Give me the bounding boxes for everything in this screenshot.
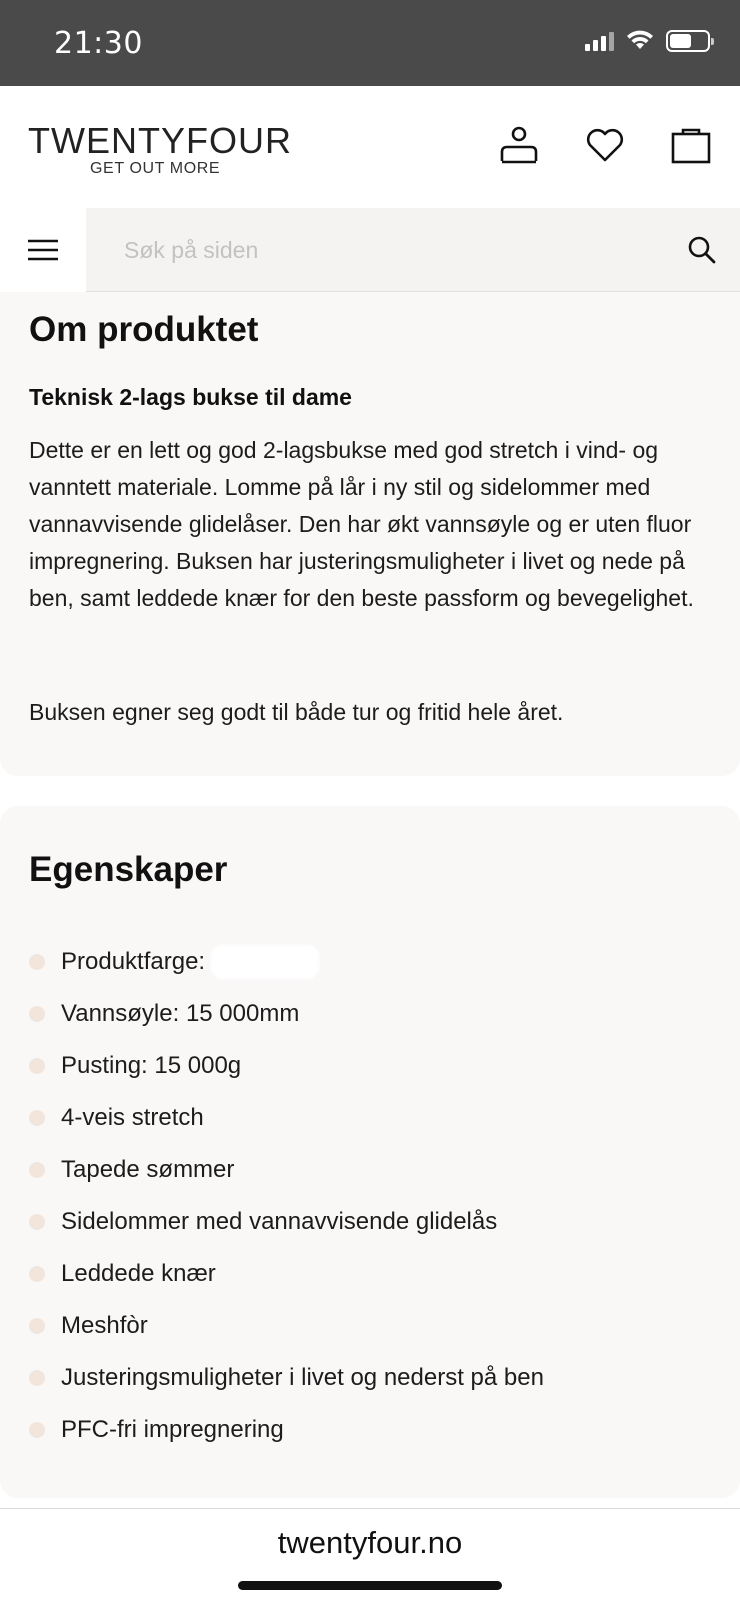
properties-title: Egenskaper: [29, 850, 228, 889]
logo[interactable]: [28, 120, 292, 178]
site-header: [0, 86, 740, 208]
search-icon[interactable]: [686, 234, 718, 266]
property-text: Justeringsmuligheter i livet og nederst på ben: [61, 1364, 544, 1391]
bullet-icon: [29, 1266, 45, 1282]
list-item: [29, 988, 544, 1040]
status-bar: [0, 0, 740, 86]
list-item: [29, 1248, 544, 1300]
list-item: [29, 1352, 544, 1404]
wifi-icon: [626, 30, 654, 52]
bag-icon[interactable]: [670, 124, 712, 166]
hamburger-icon: [28, 239, 58, 261]
bullet-icon: [29, 1006, 45, 1022]
signal-icon: [585, 31, 614, 51]
browser-address-bar[interactable]: [0, 1508, 740, 1600]
property-text: Leddede knær: [61, 1260, 216, 1287]
redacted-value: [211, 945, 319, 979]
property-text: Meshfòr: [61, 1312, 148, 1339]
bullet-icon: [29, 1162, 45, 1178]
about-paragraph: Dette er en lett og god 2-lagsbukse med god stretch i vind- og vanntett materiale. Lomme på lår i ny stil og sidelommer med vannavvisende glidelåser. Den har økt vannsøyle og er uten fluor impregnering. Buksen har justeringsmuligheter i livet og nede på ben, samt leddede knær for den beste passform og bevegelighet.: [29, 437, 694, 611]
bullet-icon: [29, 954, 45, 970]
status-time: 21:30: [54, 26, 143, 61]
menu-button[interactable]: [0, 208, 86, 292]
property-text: Vannsøyle: 15 000mm: [61, 1000, 300, 1027]
heart-icon[interactable]: [584, 124, 626, 166]
home-indicator[interactable]: [238, 1581, 502, 1590]
properties-list: [29, 936, 544, 1456]
search-bar: [0, 208, 740, 292]
about-paragraph: Buksen egner seg godt til både tur og fritid hele året.: [29, 699, 564, 725]
about-title: Om produktet: [29, 310, 259, 349]
bullet-icon: [29, 1058, 45, 1074]
property-text: Sidelommer med vannavvisende glidelås: [61, 1208, 498, 1235]
about-subtitle: Teknisk 2-lags bukse til dame: [29, 384, 352, 410]
logo-wordmark: TWENTYFOUR: [28, 120, 292, 161]
list-item: [29, 1300, 544, 1352]
properties-section: [0, 806, 740, 1498]
list-item: [29, 936, 544, 988]
header-actions: [498, 124, 712, 166]
about-section: [0, 292, 740, 776]
bullet-icon: [29, 1370, 45, 1386]
list-item: [29, 1040, 544, 1092]
url-text[interactable]: twentyfour.no: [277, 1525, 463, 1560]
list-item: [29, 1404, 544, 1456]
list-item: [29, 1196, 544, 1248]
account-icon[interactable]: [498, 124, 540, 166]
search-input[interactable]: [86, 208, 680, 292]
list-item: [29, 1092, 544, 1144]
bullet-icon: [29, 1318, 45, 1334]
bullet-icon: [29, 1214, 45, 1230]
list-item: [29, 1144, 544, 1196]
property-text: 4-veis stretch: [61, 1104, 204, 1131]
property-text: Produktfarge:: [61, 948, 206, 975]
status-icons: [585, 30, 710, 52]
logo-tagline: GET OUT MORE: [90, 160, 221, 177]
property-text: PFC-fri impregnering: [61, 1416, 284, 1443]
property-text: Tapede sømmer: [61, 1156, 235, 1183]
battery-icon: [666, 30, 710, 52]
bullet-icon: [29, 1422, 45, 1438]
bullet-icon: [29, 1110, 45, 1126]
property-text: Pusting: 15 000g: [61, 1052, 242, 1079]
